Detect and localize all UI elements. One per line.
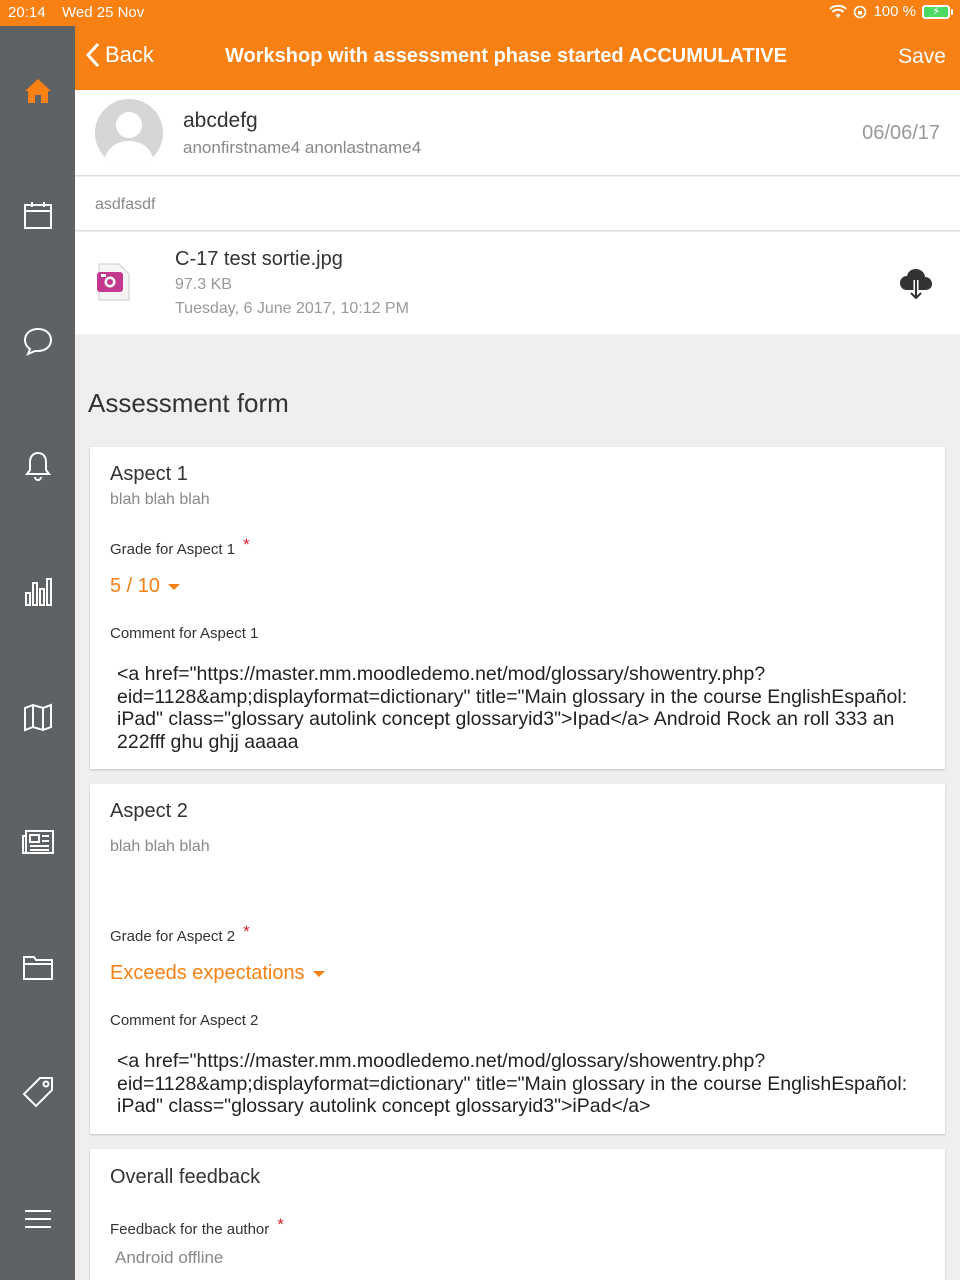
- feedback-input[interactable]: Android offline: [115, 1248, 224, 1267]
- status-date: Wed 25 Nov: [62, 4, 145, 21]
- map-icon[interactable]: [19, 698, 57, 736]
- submission-content: [75, 177, 960, 231]
- file-size: 97.3 KB: [175, 276, 232, 293]
- required-icon: *: [243, 535, 250, 554]
- back-button[interactable]: [85, 42, 154, 68]
- aspect-card: [90, 447, 945, 769]
- chevron-left-icon: [85, 42, 101, 68]
- avatar[interactable]: [95, 99, 163, 167]
- status-bar: [0, 0, 960, 26]
- aspect-card: [90, 784, 945, 1134]
- aspect-description: blah blah blah: [110, 838, 210, 855]
- comment-textarea[interactable]: <a href="https://master.mm.moodledemo.net/mod/glossary/showentry.php?eid=1128&amp;displayformat=dictionary" title="Main glossary in the course EnglishEspañol: iPad" class="glossary autolink concept glossaryid3">Ipad</a> Android Rock an roll 333 an 222fff ghu ghjj aaaaa: [117, 663, 908, 753]
- attachment-item[interactable]: [75, 232, 960, 334]
- comment-label: Comment for Aspect 2: [110, 1012, 259, 1029]
- grade-select[interactable]: [110, 575, 180, 598]
- messages-icon[interactable]: [19, 322, 57, 360]
- submission-title: abcdefg: [183, 109, 258, 132]
- dropdown-caret-icon: [168, 584, 180, 590]
- submission-text: asdfasdf: [95, 196, 156, 213]
- tag-icon[interactable]: [19, 1073, 57, 1111]
- required-icon: *: [277, 1215, 284, 1234]
- file-date: Tuesday, 6 June 2017, 10:12 PM: [175, 300, 409, 317]
- back-label: Back: [105, 42, 154, 67]
- dropdown-caret-icon: [313, 971, 325, 977]
- home-icon[interactable]: [19, 72, 57, 110]
- grade-label: [110, 535, 250, 559]
- comment-textarea[interactable]: <a href="https://master.mm.moodledemo.net/mod/glossary/showentry.php?eid=1128&amp;displayformat=dictionary" title="Main glossary in the course EnglishEspañol: iPad" class="glossary autolink concept glossaryid3">iPad</a>: [117, 1050, 908, 1118]
- navigation-bar: [75, 26, 960, 90]
- grade-label: [110, 922, 250, 946]
- overall-feedback-title: Overall feedback: [110, 1166, 261, 1188]
- overall-feedback-card: [90, 1149, 945, 1280]
- news-icon[interactable]: [19, 823, 57, 861]
- comment-label: Comment for Aspect 1: [110, 625, 259, 642]
- battery-icon: ⚡: [922, 5, 950, 19]
- page-title: Workshop with assessment phase started ACCUMULATIVE: [225, 45, 787, 67]
- submission-date: 06/06/17: [862, 122, 940, 144]
- grade-value: 5 / 10: [110, 575, 161, 597]
- grade-label-text: Grade for Aspect 2: [110, 928, 236, 945]
- feedback-label: [110, 1215, 284, 1239]
- image-file-icon: [95, 262, 131, 302]
- calendar-icon[interactable]: [19, 196, 57, 234]
- notifications-icon[interactable]: [19, 447, 57, 485]
- grades-icon[interactable]: [19, 573, 57, 611]
- status-time: 20:14: [8, 4, 46, 21]
- grade-value: Exceeds expectations: [110, 962, 305, 984]
- submission-header: [75, 90, 960, 176]
- battery-percent: 100 %: [873, 3, 916, 20]
- required-icon: *: [243, 922, 250, 941]
- save-button[interactable]: Save: [898, 45, 946, 68]
- cloud-download-icon[interactable]: [898, 266, 934, 302]
- feedback-label-text: Feedback for the author: [110, 1221, 270, 1238]
- aspect-title: Aspect 2: [110, 800, 188, 822]
- wifi-icon: [829, 5, 847, 19]
- rotation-lock-icon: [853, 5, 867, 19]
- aspect-description: blah blah blah: [110, 491, 210, 508]
- aspect-title: Aspect 1: [110, 463, 188, 485]
- folder-icon[interactable]: [19, 948, 57, 986]
- assessment-form-title: Assessment form: [88, 388, 289, 418]
- menu-icon[interactable]: [19, 1200, 57, 1238]
- grade-select[interactable]: [110, 962, 325, 985]
- grade-label-text: Grade for Aspect 1: [110, 541, 236, 558]
- main-menu-sidebar: [0, 26, 75, 1280]
- file-name[interactable]: C-17 test sortie.jpg: [175, 248, 343, 270]
- submission-author: anonfirstname4 anonlastname4: [183, 138, 422, 157]
